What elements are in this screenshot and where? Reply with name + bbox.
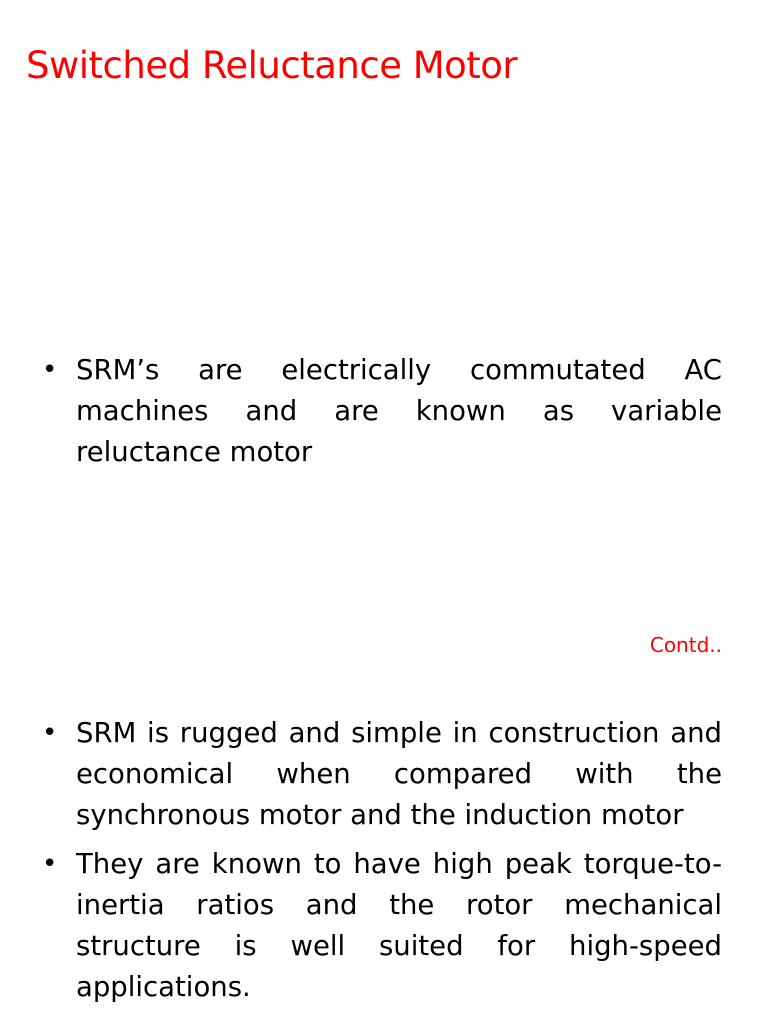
bullet-item (40, 350, 722, 473)
bullet-icon: • (42, 849, 58, 879)
bullet-list-intro (40, 350, 722, 473)
bullet-text: They are known to have high peak torque-to-inertia ratios and the rotor mechanical structure is well suited for high-speed applications. (76, 848, 722, 1003)
bullet-icon: • (42, 718, 58, 748)
continued-label: Contd.. (649, 633, 722, 657)
bullet-icon: • (42, 355, 58, 385)
slide-title: Switched Reluctance Motor (26, 44, 518, 87)
bullet-text: SRM’s are electrically commutated AC machines and are known as variable reluctance motor (76, 354, 722, 468)
bullet-item (40, 844, 722, 1008)
bullet-item (40, 713, 722, 836)
bullet-list-features (40, 713, 722, 1008)
bullet-text: SRM is rugged and simple in construction and economical when compared with the synchronous motor and the induction motor (76, 717, 722, 831)
